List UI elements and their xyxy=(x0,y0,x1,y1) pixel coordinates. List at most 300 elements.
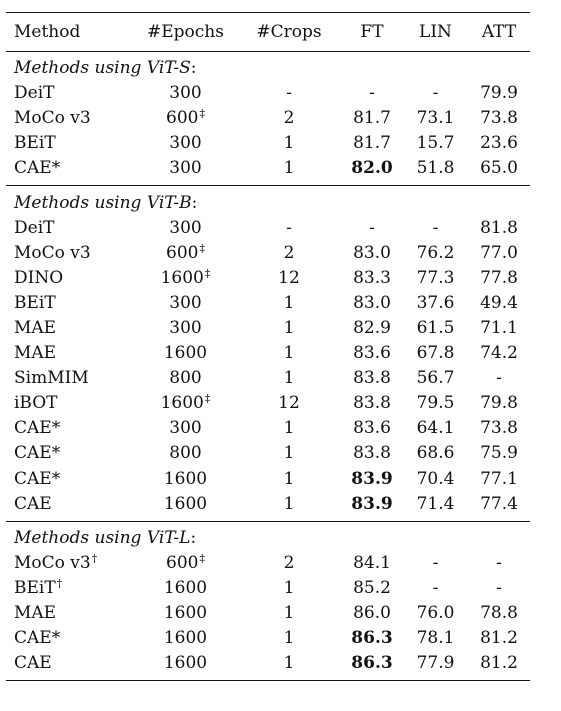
cell-lin-value: - xyxy=(432,552,439,573)
cell-lin-value: 71.4 xyxy=(416,493,455,514)
cell-crops xyxy=(237,345,341,362)
table-row xyxy=(6,416,530,441)
cell-att xyxy=(468,395,530,412)
cell-ft xyxy=(341,420,403,437)
cell-method-value: CAE xyxy=(14,493,52,514)
cell-ft xyxy=(341,292,403,313)
cell-method xyxy=(6,217,134,238)
cell-att xyxy=(468,160,530,177)
cell-ft xyxy=(341,267,403,288)
cell-ft xyxy=(341,552,403,573)
cell-method-value: MoCo v3 xyxy=(14,552,91,573)
cell-crops-value: - xyxy=(286,83,292,104)
cell-method-value: CAE* xyxy=(14,628,61,649)
cell-ft xyxy=(341,110,403,127)
cell-lin-value: 78.1 xyxy=(416,628,455,649)
cell-method-value: CAE xyxy=(14,653,52,674)
cell-ft xyxy=(341,493,403,514)
section-title-prefix: Methods using xyxy=(14,58,147,79)
cell-ft-value: 84.1 xyxy=(353,552,391,573)
cell-att-value: 77.8 xyxy=(480,267,518,288)
table-row xyxy=(6,106,530,131)
table-body xyxy=(6,52,530,680)
cell-lin xyxy=(403,445,468,462)
cell-ft-value: 83.8 xyxy=(353,393,391,414)
cell-att xyxy=(468,420,530,437)
cell-ft-value: 82.9 xyxy=(353,317,391,338)
cell-epochs-value: 300 xyxy=(169,133,202,154)
header-crops: #Crops xyxy=(256,21,322,42)
cell-att xyxy=(468,605,530,622)
cell-att xyxy=(468,345,530,362)
cell-method-value: DeiT xyxy=(14,217,55,238)
cell-ft xyxy=(341,468,403,489)
cell-lin xyxy=(403,577,468,598)
cell-lin-value: - xyxy=(432,217,439,238)
cell-crops-value: 1 xyxy=(283,628,295,649)
cell-epochs xyxy=(134,468,237,489)
cell-method xyxy=(6,370,134,387)
cell-lin-value: 70.4 xyxy=(416,468,455,489)
cell-epochs xyxy=(134,577,237,598)
cell-epochs-sup: ‡ xyxy=(204,266,211,280)
cell-ft-value: 83.8 xyxy=(353,443,391,464)
table-row xyxy=(6,131,530,156)
cell-att-value: 81.2 xyxy=(480,628,518,649)
cell-att xyxy=(468,468,530,489)
cell-method-value: iBOT xyxy=(14,393,58,414)
cell-lin xyxy=(403,110,468,127)
cell-method xyxy=(6,576,134,598)
cell-epochs xyxy=(134,107,237,129)
cell-ft xyxy=(341,160,403,177)
cell-epochs xyxy=(134,370,237,387)
section-title-row xyxy=(6,190,530,215)
cell-lin xyxy=(403,493,468,514)
cell-epochs xyxy=(134,85,237,102)
cell-lin-value: 77.9 xyxy=(416,653,455,674)
cell-method xyxy=(6,135,134,152)
cell-att-value: 78.8 xyxy=(480,603,518,624)
cell-epochs xyxy=(134,317,237,338)
cell-epochs xyxy=(134,135,237,152)
bottom-rule xyxy=(6,680,530,681)
cell-crops xyxy=(237,292,341,313)
cell-ft-value: 83.9 xyxy=(351,468,393,489)
cell-crops-value: 1 xyxy=(283,343,295,364)
cell-att-value: 49.4 xyxy=(480,292,518,313)
cell-crops xyxy=(237,395,341,412)
cell-crops xyxy=(237,493,341,514)
cell-ft-value: 83.3 xyxy=(353,267,391,288)
table-row xyxy=(6,441,530,466)
cell-lin-value: 15.7 xyxy=(416,133,455,154)
cell-lin xyxy=(403,630,468,647)
cell-method-value: MAE xyxy=(14,317,57,338)
cell-ft-value: 83.6 xyxy=(353,343,391,364)
cell-method-value: MAE xyxy=(14,343,57,364)
cell-crops xyxy=(237,605,341,622)
cell-lin xyxy=(403,242,468,263)
cell-lin-value: 67.8 xyxy=(416,343,455,364)
cell-ft xyxy=(341,577,403,598)
section-title-prefix: Methods using xyxy=(14,527,147,548)
section-title: Methods using ViT-S: xyxy=(14,58,197,79)
cell-epochs-value: 800 xyxy=(169,368,202,389)
cell-method xyxy=(6,551,134,573)
cell-lin xyxy=(403,267,468,288)
cell-epochs xyxy=(134,445,237,462)
cell-crops xyxy=(237,468,341,489)
cell-method-value: SimMIM xyxy=(14,368,89,389)
cell-method xyxy=(6,420,134,437)
cell-method-value: DINO xyxy=(14,267,64,288)
results-table xyxy=(6,12,530,681)
cell-lin-value: 79.5 xyxy=(416,393,455,414)
cell-lin-value: 56.7 xyxy=(416,368,455,389)
cell-crops-value: 1 xyxy=(283,133,295,154)
cell-att-value: 73.8 xyxy=(480,108,518,129)
cell-att xyxy=(468,445,530,462)
cell-ft-value: - xyxy=(369,217,375,238)
cell-lin-value: 76.0 xyxy=(416,603,455,624)
cell-ft xyxy=(341,217,403,238)
cell-method-value: CAE* xyxy=(14,468,61,489)
cell-att-value: 81.8 xyxy=(480,217,518,238)
cell-lin-value: 51.8 xyxy=(416,158,455,179)
cell-epochs xyxy=(134,392,237,414)
cell-lin-value: - xyxy=(432,83,439,104)
header-lin: LIN xyxy=(419,21,452,42)
section-title-row xyxy=(6,56,530,81)
cell-ft-value: - xyxy=(369,83,375,104)
cell-method xyxy=(6,317,134,338)
cell-epochs-sup: ‡ xyxy=(199,241,205,255)
cell-ft-value: 81.7 xyxy=(353,108,391,129)
cell-method-value: CAE* xyxy=(14,418,61,439)
cell-lin-value: 73.1 xyxy=(416,108,455,129)
cell-epochs xyxy=(134,420,237,437)
cell-epochs xyxy=(134,345,237,362)
cell-att-value: 23.6 xyxy=(480,133,518,154)
section-title-prefix: Methods using xyxy=(14,192,147,213)
cell-att xyxy=(468,217,530,238)
section-title-model: ViT-L xyxy=(146,527,191,548)
section-title: Methods using ViT-L: xyxy=(14,527,197,548)
cell-att xyxy=(468,552,530,573)
cell-att-value: 73.8 xyxy=(480,418,518,439)
header-epochs: #Epochs xyxy=(147,21,224,42)
table-row xyxy=(6,266,530,291)
cell-epochs xyxy=(134,493,237,514)
cell-lin xyxy=(403,395,468,412)
cell-method xyxy=(6,242,134,263)
cell-att-value: 77.4 xyxy=(480,493,518,514)
cell-epochs-value: 300 xyxy=(169,317,202,338)
cell-method xyxy=(6,630,134,647)
table-row xyxy=(6,626,530,651)
cell-crops xyxy=(237,160,341,177)
cell-ft xyxy=(341,605,403,622)
cell-epochs-value: 300 xyxy=(169,292,202,313)
cell-ft-value: 82.0 xyxy=(351,158,393,179)
cell-att xyxy=(468,317,530,338)
cell-crops xyxy=(237,110,341,127)
cell-att xyxy=(468,267,530,288)
cell-att xyxy=(468,493,530,514)
cell-att xyxy=(468,577,530,598)
cell-epochs-value: 1600 xyxy=(163,468,208,489)
header-row xyxy=(6,13,530,51)
cell-method xyxy=(6,85,134,102)
cell-crops xyxy=(237,420,341,437)
cell-epochs-value: 800 xyxy=(169,443,202,464)
cell-ft xyxy=(341,395,403,412)
cell-att-value: 79.8 xyxy=(480,393,518,414)
cell-method xyxy=(6,445,134,462)
cell-lin xyxy=(403,317,468,338)
section-title-model: ViT-B xyxy=(146,192,192,213)
cell-att-value: 77.1 xyxy=(480,468,518,489)
cell-att-value: 75.9 xyxy=(480,443,518,464)
cell-att xyxy=(468,135,530,152)
cell-lin-value: 68.6 xyxy=(416,443,455,464)
cell-crops-value: 1 xyxy=(283,368,295,389)
cell-crops xyxy=(237,317,341,338)
cell-crops-value: 1 xyxy=(283,493,295,514)
cell-lin xyxy=(403,605,468,622)
table-row xyxy=(6,216,530,241)
cell-att xyxy=(468,292,530,313)
cell-method-value: MAE xyxy=(14,603,57,624)
cell-ft xyxy=(341,630,403,647)
header-att: ATT xyxy=(481,21,517,42)
cell-att-value: 71.1 xyxy=(480,317,518,338)
cell-crops-value: 1 xyxy=(283,317,295,338)
cell-lin xyxy=(403,420,468,437)
cell-att xyxy=(468,242,530,263)
cell-att-value: - xyxy=(496,552,502,573)
cell-epochs-value: 300 xyxy=(169,217,202,238)
cell-lin-value: 61.5 xyxy=(416,317,455,338)
cell-method-value: BEiT xyxy=(14,292,56,313)
cell-epochs-value: 600 xyxy=(166,242,199,263)
table-row xyxy=(6,341,530,366)
cell-lin xyxy=(403,217,468,238)
table-row xyxy=(6,366,530,391)
cell-epochs xyxy=(134,266,237,288)
cell-epochs xyxy=(134,217,237,238)
cell-lin xyxy=(403,345,468,362)
cell-att-value: 81.2 xyxy=(480,653,518,674)
cell-att xyxy=(468,85,530,102)
cell-crops xyxy=(237,655,341,672)
cell-ft-value: 83.0 xyxy=(353,292,391,313)
cell-att-value: 77.0 xyxy=(480,242,518,263)
cell-crops-value: 2 xyxy=(283,242,295,263)
cell-att-value: 65.0 xyxy=(480,158,518,179)
cell-ft-value: 83.9 xyxy=(351,493,393,514)
cell-att-value: - xyxy=(496,577,502,598)
cell-crops xyxy=(237,577,341,598)
cell-epochs-value: 300 xyxy=(169,83,202,104)
cell-crops-value: 1 xyxy=(283,577,295,598)
cell-lin xyxy=(403,468,468,489)
cell-epochs-value: 1600 xyxy=(163,653,208,674)
cell-ft-value: 83.8 xyxy=(353,368,391,389)
cell-method xyxy=(6,605,134,622)
cell-epochs-value: 1600 xyxy=(160,267,204,288)
cell-crops xyxy=(237,217,341,238)
cell-ft-value: 86.0 xyxy=(353,603,391,624)
cell-att xyxy=(468,110,530,127)
table-row xyxy=(6,551,530,576)
cell-method-value: DeiT xyxy=(14,83,55,104)
cell-method xyxy=(6,493,134,514)
cell-lin-value: 77.3 xyxy=(416,267,455,288)
cell-crops xyxy=(237,267,341,288)
cell-method xyxy=(6,110,134,127)
cell-epochs-value: 600 xyxy=(166,108,199,129)
cell-ft xyxy=(341,85,403,102)
cell-method-value: BEiT xyxy=(14,133,56,154)
cell-crops xyxy=(237,85,341,102)
cell-method xyxy=(6,292,134,313)
cell-crops-value: 1 xyxy=(283,653,295,674)
table-row xyxy=(6,291,530,316)
cell-epochs xyxy=(134,630,237,647)
cell-epochs xyxy=(134,655,237,672)
cell-method xyxy=(6,468,134,489)
cell-att xyxy=(468,655,530,672)
table-row xyxy=(6,241,530,266)
cell-ft xyxy=(341,445,403,462)
cell-att-value: 79.9 xyxy=(480,83,518,104)
cell-crops-value: 2 xyxy=(283,552,295,573)
cell-epochs-sup: ‡ xyxy=(199,551,205,565)
cell-lin xyxy=(403,135,468,152)
cell-ft-value: 83.0 xyxy=(353,242,391,263)
section-title-model: ViT-S xyxy=(146,58,191,79)
cell-epochs-value: 1600 xyxy=(163,343,208,364)
cell-epochs-value: 1600 xyxy=(163,628,208,649)
cell-lin-value: 64.1 xyxy=(416,418,455,439)
cell-crops xyxy=(237,370,341,387)
cell-att xyxy=(468,630,530,647)
table-row xyxy=(6,651,530,676)
cell-crops-value: 1 xyxy=(283,603,295,624)
cell-method xyxy=(6,655,134,672)
table-row xyxy=(6,391,530,416)
cell-lin xyxy=(403,370,468,387)
cell-epochs xyxy=(134,292,237,313)
header-ft: FT xyxy=(360,21,384,42)
cell-ft-value: 86.3 xyxy=(351,653,393,674)
cell-epochs-value: 1600 xyxy=(163,603,208,624)
cell-lin-value: - xyxy=(432,577,439,598)
cell-epochs xyxy=(134,605,237,622)
table-row xyxy=(6,576,530,601)
cell-lin xyxy=(403,655,468,672)
cell-crops xyxy=(237,552,341,573)
cell-crops xyxy=(237,630,341,647)
cell-method xyxy=(6,160,134,177)
cell-att xyxy=(468,370,530,387)
cell-method-value: MoCo v3 xyxy=(14,242,91,263)
section-title-row xyxy=(6,526,530,551)
cell-crops-value: 12 xyxy=(278,393,300,414)
cell-crops xyxy=(237,445,341,462)
cell-ft xyxy=(341,242,403,263)
cell-ft-value: 86.3 xyxy=(351,628,393,649)
cell-epochs xyxy=(134,241,237,263)
cell-method xyxy=(6,267,134,288)
cell-lin xyxy=(403,552,468,573)
cell-ft xyxy=(341,655,403,672)
cell-method-value: MoCo v3 xyxy=(14,108,91,129)
cell-ft xyxy=(341,135,403,152)
cell-crops-value: - xyxy=(286,217,292,238)
table-row xyxy=(6,492,530,517)
cell-att-value: 74.2 xyxy=(480,343,518,364)
cell-crops xyxy=(237,242,341,263)
table-row xyxy=(6,467,530,492)
cell-epochs-value: 1600 xyxy=(163,577,208,598)
cell-lin xyxy=(403,85,468,102)
cell-crops-value: 1 xyxy=(283,418,295,439)
cell-epochs xyxy=(134,551,237,573)
cell-crops-value: 1 xyxy=(283,443,295,464)
cell-method-sup: † xyxy=(91,551,98,565)
table-row xyxy=(6,316,530,341)
cell-epochs-value: 1600 xyxy=(160,393,204,414)
table-row xyxy=(6,81,530,106)
cell-crops-value: 1 xyxy=(283,292,295,313)
cell-crops-value: 1 xyxy=(283,468,295,489)
section-title: Methods using ViT-B: xyxy=(14,192,198,213)
cell-crops-value: 2 xyxy=(283,108,295,129)
cell-crops xyxy=(237,135,341,152)
cell-epochs xyxy=(134,160,237,177)
cell-ft-value: 85.2 xyxy=(353,577,391,598)
cell-epochs-sup: ‡ xyxy=(199,107,205,121)
cell-crops-value: 12 xyxy=(278,267,300,288)
table-row xyxy=(6,601,530,626)
cell-epochs-sup: ‡ xyxy=(204,392,211,406)
cell-method-sup: † xyxy=(56,576,63,590)
cell-epochs-value: 1600 xyxy=(163,493,208,514)
cell-lin xyxy=(403,292,468,313)
cell-ft-value: 81.7 xyxy=(353,133,391,154)
cell-crops-value: 1 xyxy=(283,158,295,179)
cell-method xyxy=(6,345,134,362)
cell-epochs-value: 600 xyxy=(166,552,199,573)
cell-method-value: CAE* xyxy=(14,443,61,464)
cell-method xyxy=(6,395,134,412)
cell-ft xyxy=(341,370,403,387)
cell-lin-value: 76.2 xyxy=(416,242,455,263)
cell-lin xyxy=(403,160,468,177)
cell-epochs-value: 300 xyxy=(169,158,202,179)
cell-ft xyxy=(341,317,403,338)
header-method: Method xyxy=(14,21,81,42)
cell-lin-value: 37.6 xyxy=(416,292,455,313)
cell-method-value: CAE* xyxy=(14,158,61,179)
cell-att-value: - xyxy=(496,368,502,389)
cell-method-value: BEiT xyxy=(14,577,56,598)
table-row xyxy=(6,156,530,181)
cell-ft-value: 83.6 xyxy=(353,418,391,439)
